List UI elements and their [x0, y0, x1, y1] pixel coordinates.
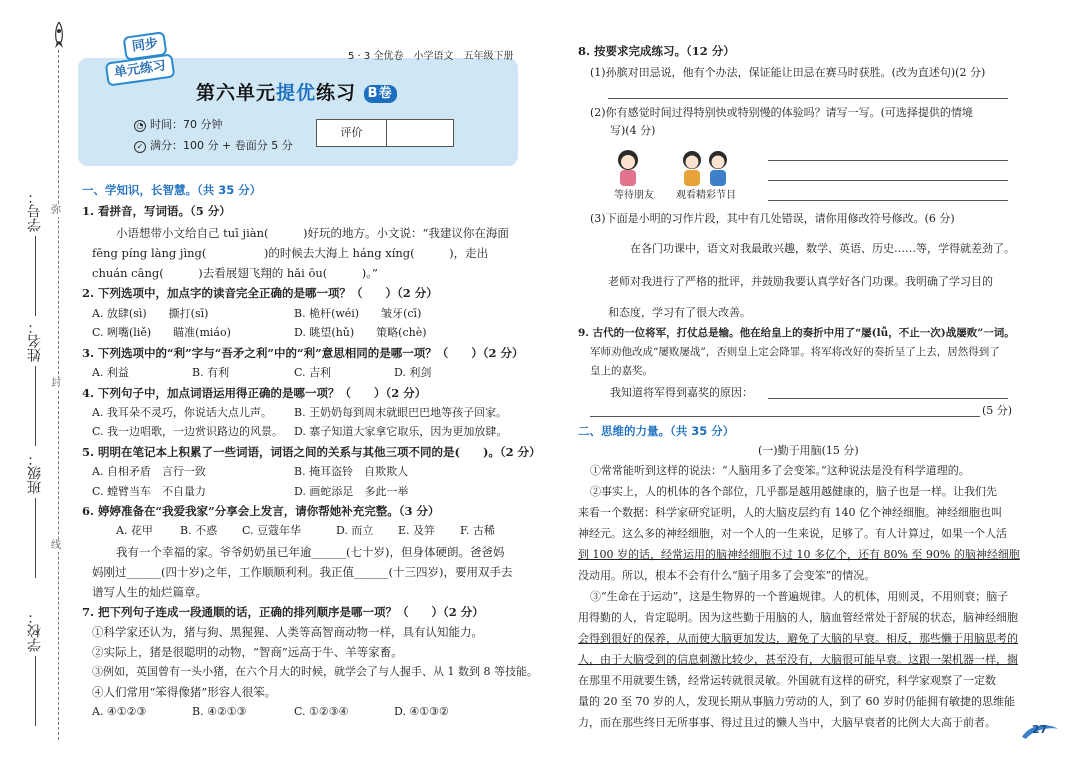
answer-line[interactable]	[768, 398, 1008, 399]
class-field[interactable]	[22, 452, 48, 578]
q5-option[interactable]: A. 自相矛盾 言行一致	[92, 465, 206, 478]
answer-line[interactable]	[608, 98, 1008, 99]
q6-line: 妈刚过______(四十岁)之年，工作顺顺利利。我正值______(十三四岁)，要用双手去	[92, 565, 513, 579]
badge-line-1: 同步	[123, 31, 168, 60]
q1-line: chuán cāng( )去看展翅飞翔的 hǎi ōu( )。”	[92, 266, 378, 280]
right-page	[578, 0, 1058, 763]
q7-option[interactable]: C. ①②③④	[294, 705, 349, 718]
essay-line: 神经元。这么多的神经细胞，对一个人的一生来说，足够了。有人计算过，如果一个人活	[578, 527, 1007, 540]
q7-line: ③例如，英国曾有一头小猪，在六个月大的时候，就学会了与人握手、从 1 数到 8 等技能。	[92, 665, 538, 678]
essay-line: 力，而在那些终日无所事事、得过且过的懒人当中，大脑早衰者的比例大大高于前者。	[578, 716, 996, 729]
essay-line: ③“生命在于运动”，这是生物界的一个普遍规律。人的机体，用则灵，不用则衰；脑子	[590, 590, 1009, 603]
rocket-icon	[52, 22, 66, 50]
volume-badge: B卷	[364, 85, 397, 103]
q6-choice: F. 古稀	[460, 524, 495, 537]
q3-option[interactable]: B. 有利	[192, 366, 230, 379]
sync-unit-badge	[100, 30, 210, 86]
essay-line: 量的 20 至 70 岁的人，发现长期从事脑力劳动的人，到了 60 岁时仍能拥有敏捷的思维能	[578, 695, 1015, 708]
answer-line[interactable]	[590, 416, 980, 417]
badge-line-2: 单元练习	[105, 53, 176, 86]
evaluation-label: 评价	[317, 120, 387, 146]
answer-line[interactable]	[768, 180, 1008, 181]
check-icon: ✓	[134, 141, 146, 153]
q8-sub1: (1)孙膑对田忌说，他有个办法，保证能让田忌在赛马时获胜。(改为直述句)(2 分)	[590, 66, 986, 79]
q9-line: 军师劝他改成“屡败屡战”，否则皇上定会降罪。将军将改好的奏折呈了上去，居然得到了	[590, 346, 1000, 358]
q6-stem: 6. 婷婷准备在“我爱我家”分享会上发言，请你帮她补充完整。（3 分）	[82, 504, 440, 518]
school-field[interactable]	[22, 610, 48, 726]
q1-line: 小语想带小文给自己 tuī jiàn( )好玩的地方。小文说：“我建议你在海面	[116, 226, 509, 240]
q4-stem: 4. 下列句子中，加点词语运用得正确的是哪一项？（ ）（2 分）	[82, 386, 427, 400]
q6-choice: D. 而立	[336, 524, 374, 537]
q8-sub2: (2)你有感觉时间过得特别快或特别慢的体验吗？请写一写。(可选择提供的情境	[590, 106, 973, 119]
student-id-label: 学号：	[26, 190, 43, 232]
essay-line: 人，由于大脑受到的信息刺激比较少，甚至没有，大脑很可能早衰。这跟一架机器一样，搁	[578, 653, 1018, 666]
essay-fragment: 在各门功课中，语文对我最敢兴趣，数学、英语、历史……等，学得就差劲了。	[630, 242, 1015, 255]
q7-option[interactable]: D. ④①③②	[394, 705, 449, 718]
answer-line[interactable]	[768, 200, 1008, 201]
essay-line: 用得勤的人，肯定聪明。因为这些勤于用脑的人，脑血管经常处于舒展的状态，脑神经细胞	[578, 611, 1018, 624]
q1-stem: 1. 看拼音，写词语。（5 分）	[82, 204, 231, 218]
pic1-caption: 等待朋友	[614, 190, 654, 201]
q2-option[interactable]: B. 桅杆(wéi) 皱牙(cī)	[294, 307, 422, 320]
section-2-title: 二、思维的力量。（共 35 分）	[578, 424, 735, 438]
binding-strip	[0, 0, 70, 763]
essay-fragment: 和态度，学习有了很大改善。	[608, 306, 751, 319]
answer-line[interactable]	[768, 160, 1008, 161]
binding-mark: 封	[51, 378, 61, 389]
q2-stem: 2. 下列选项中，加点字的读音完全正确的是哪一项？（ ）（2 分）	[82, 286, 438, 300]
q7-stem: 7. 把下列句子连成一段通顺的话，正确的排列顺序是哪一项？（ ）（2 分）	[82, 605, 484, 619]
q6-line: 谱写人生的灿烂篇章。	[92, 585, 207, 599]
page-title: 第六单元提优练习 B卷	[196, 81, 397, 107]
q6-choice: A. 花甲	[116, 524, 153, 537]
q5-option[interactable]: D. 画蛇添足 多此一举	[294, 485, 409, 498]
essay-line: ①常常能听到这样的说法：“人脑用多了会变笨。”这种说法是没有科学道理的。	[590, 464, 970, 477]
q9-line: 9. 古代的一位将军，打仗总是输。他在给皇上的奏折中用了“屡(lǚ，不止一次)战屡败”一词。	[578, 327, 1015, 339]
q7-line: ②实际上，猪是很聪明的动物，“智商”远高于牛、羊等家畜。	[92, 645, 403, 659]
q6-line: 我有一个幸福的家。爷爷奶奶虽已年逾______(七十岁)，但身体硬朗。爸爸妈	[116, 545, 505, 559]
evaluation-box[interactable]	[316, 119, 454, 147]
q8-stem: 8. 按要求完成练习。（12 分）	[578, 44, 735, 58]
q8-sub2-cont: 写)(4 分)	[610, 124, 656, 137]
time-info: ◔ 时间：70 分钟	[134, 118, 223, 133]
score-info: ✓ 满分：100 分 + 卷面分 5 分	[134, 139, 293, 154]
essay-line: 来看一个数据：科学家研究证明，人的大脑皮层约有 140 亿个神经细胞。神经细胞也叫	[578, 506, 1002, 519]
q5-option[interactable]: C. 螳臂当车 不自量力	[92, 485, 207, 498]
q1-line: fēng píng làng jìng( )的时候去大海上 háng xíng( )，走出	[92, 246, 489, 260]
q3-option[interactable]: D. 利剑	[394, 366, 432, 379]
class-label: 班级：	[26, 452, 43, 494]
student-id-field[interactable]	[22, 190, 48, 316]
q9-score: (5 分)	[982, 404, 1013, 417]
q9-ask: 我知道将军得到嘉奖的原因：	[610, 386, 753, 399]
q4-option[interactable]: A. 我耳朵不灵巧，你说话大点儿声。	[92, 406, 272, 419]
q4-option[interactable]: D. 寨子知道大家拿它取乐，因为更加放肆。	[294, 425, 508, 438]
children-illustration	[608, 148, 758, 188]
pic2-caption: 观看精彩节目	[676, 190, 736, 201]
page-number: 27	[1020, 721, 1060, 741]
subsection-title: (一)勤于用脑(15 分)	[758, 444, 859, 457]
essay-line: ②事实上，人的机体的各个部位，几乎都是越用越健康的，脑子也是一样。让我们先	[590, 485, 997, 498]
series-info: 5 · 3 全优卷 小学语文 五年级下册	[348, 51, 514, 62]
essay-line: 到 100 岁的话，经常运用的脑神经细胞不过 10 多亿个，还有 80% 至 90% 的脑神经细胞	[578, 548, 1020, 561]
q3-option[interactable]: C. 吉利	[294, 366, 332, 379]
q4-option[interactable]: B. 王奶奶每到周末就眼巴巴地等孩子回家。	[294, 406, 508, 419]
q2-option[interactable]: C. 咧嘴(liě) 瞄准(miáo)	[92, 326, 231, 339]
left-page	[78, 0, 541, 763]
q7-line: ①科学家还认为，猪与狗、黑猩猩、人类等高智商动物一样，具有认知能力。	[92, 625, 483, 639]
q7-line: ④人们常用“笨得像猪”形容人很笨。	[92, 685, 277, 699]
essay-line: 会得到很好的保养，从而使大脑更加发达，避免了大脑的早衰。相反，那些懒于用脑思考的	[578, 632, 1018, 645]
q9-line: 皇上的嘉奖。	[590, 365, 653, 377]
school-label: 学校：	[26, 610, 43, 652]
section-1-title: 一、学知识，长智慧。（共 35 分）	[82, 183, 262, 197]
binding-mark: 弥	[51, 205, 61, 216]
q7-option[interactable]: B. ④②①③	[192, 705, 247, 718]
q6-choice: C. 豆蔻年华	[242, 524, 302, 537]
binding-mark: 线	[51, 540, 61, 551]
evaluation-cell[interactable]	[387, 120, 453, 146]
name-label: 姓名：	[26, 320, 43, 362]
clock-icon: ◔	[134, 120, 146, 132]
q7-option[interactable]: A. ④①②③	[92, 705, 147, 718]
q5-option[interactable]: B. 掩耳盗铃 自欺欺人	[294, 465, 409, 478]
q8-sub3: (3)下面是小明的习作片段，其中有几处错误，请你用修改符号修改。(6 分)	[590, 212, 955, 225]
essay-line: 没动用。所以，根本不会有什么“脑子用多了会变笨”的情况。	[578, 569, 876, 582]
essay-line: 在那里不用就要生锈，经常运转就很灵敏。外国就有这样的研究，科学家观察了一定数	[578, 674, 996, 687]
q6-choice: E. 及笄	[398, 524, 436, 537]
binding-dashed-line	[58, 50, 59, 740]
q3-stem: 3. 下列选项中的“利”字与“吾矛之利”中的“利”意思相同的是哪一项？（ ）（2 分）	[82, 346, 524, 360]
q2-option[interactable]: D. 眺望(hǔ) 策略(chè)	[294, 326, 427, 339]
name-field[interactable]	[22, 320, 48, 446]
situation-illustration	[608, 148, 758, 200]
q4-option[interactable]: C. 我一边唱歌，一边赏识路边的风景。	[92, 425, 284, 438]
essay-fragment: 老师对我进行了严格的批评，并鼓励我要认真学好各门功课。我明确了学习目的	[608, 275, 993, 288]
q2-option[interactable]: A. 放肆(sì) 撕打(sī)	[92, 307, 209, 320]
q6-choice: B. 不惑	[180, 524, 218, 537]
q5-stem: 5. 明明在笔记本上积累了一些词语，词语之间的关系与其他三项不同的是( )。（2 分）	[82, 445, 541, 459]
q3-option[interactable]: A. 利益	[92, 366, 129, 379]
